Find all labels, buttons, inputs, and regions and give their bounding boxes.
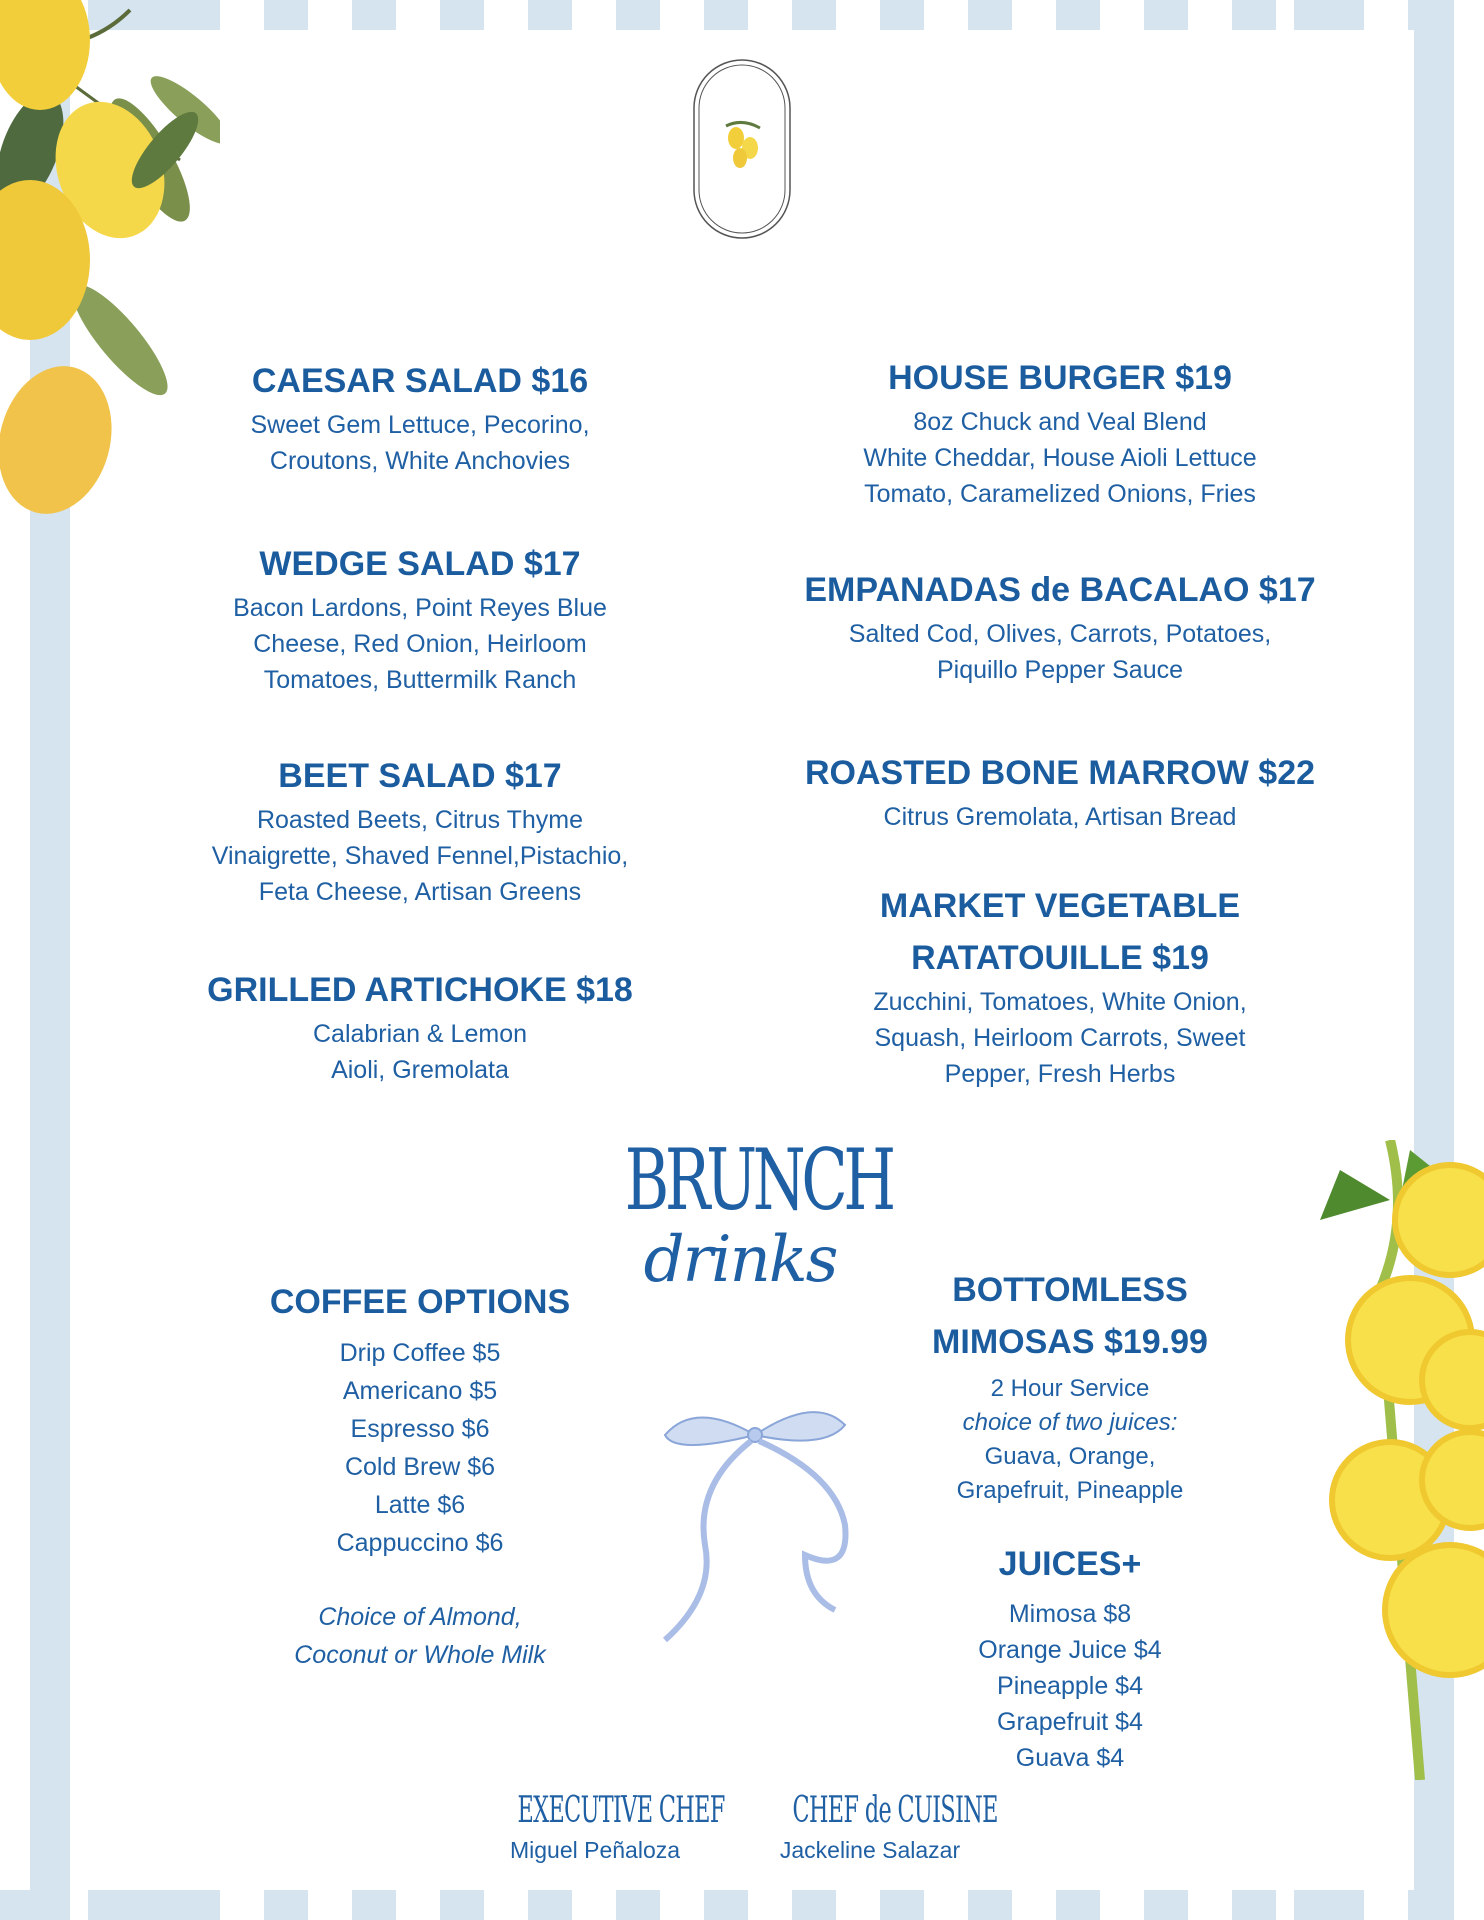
- item-description: [780, 616, 1340, 688]
- item-title: ROASTED BONE MARROW $22: [804, 754, 1316, 792]
- juice-item: Guava $4: [1015, 1744, 1125, 1772]
- item-title: WEDGE SALAD $17: [259, 545, 581, 583]
- desc-line: Calabrian & Lemon: [312, 1020, 527, 1048]
- desc-line: Sweet Gem Lettuce, Pecorino,: [250, 411, 590, 439]
- title-line: MARKET VEGETABLE: [879, 887, 1241, 925]
- item-description: [780, 404, 1340, 512]
- menu-item: [190, 538, 650, 698]
- desc-line: Piquillo Pepper Sauce: [937, 656, 1183, 684]
- desc-line: Tomatoes, Buttermilk Ranch: [263, 666, 577, 694]
- service-line: 2 Hour Service: [990, 1375, 1150, 1402]
- desc-line: 8oz Chuck and Veal Blend: [913, 408, 1207, 436]
- coffee-item: Cold Brew $6: [344, 1453, 496, 1481]
- section-title: COFFEE OPTIONS: [269, 1283, 571, 1321]
- desc-line: Feta Cheese, Artisan Greens: [258, 878, 582, 906]
- bottom-stripes: [0, 1890, 1484, 1920]
- lemon-branch-illustration: [0, 0, 220, 520]
- title-line: MIMOSAS $19.99: [932, 1323, 1208, 1361]
- juice-item: Orange Juice $4: [978, 1636, 1162, 1664]
- drinks-subtitle: drinks: [643, 1223, 837, 1297]
- desc-line: Citrus Gremolata, Artisan Bread: [883, 803, 1237, 831]
- menu-item: [190, 355, 650, 479]
- desc-line: Vinaigrette, Shaved Fennel,Pistachio,: [211, 842, 629, 870]
- chef-role: EXECUTIVE CHEF: [517, 1790, 725, 1831]
- coffee-section: [190, 1276, 650, 1674]
- coffee-item: Espresso $6: [350, 1415, 490, 1443]
- desc-line: Tomato, Caramelized Onions, Fries: [864, 480, 1256, 508]
- coffee-item: Americano $5: [342, 1377, 498, 1405]
- lemon-slices-illustration: [1280, 1140, 1484, 1780]
- chef-credit: [470, 1790, 725, 1864]
- coffee-item: Latte $6: [374, 1491, 466, 1519]
- section-title: JUICES+: [998, 1545, 1142, 1583]
- note-line: Coconut or Whole Milk: [294, 1641, 546, 1669]
- desc-line: Roasted Beets, Citrus Thyme: [256, 806, 584, 834]
- title-line: RATATOUILLE $19: [911, 939, 1209, 977]
- juice-item: Mimosa $8: [1008, 1600, 1132, 1628]
- mimosas-section: [860, 1264, 1280, 1508]
- juices-section: [880, 1538, 1260, 1776]
- menu-item: [780, 352, 1340, 512]
- brunch-heading: [580, 1130, 900, 1297]
- note-line: Choice of Almond,: [318, 1603, 522, 1631]
- desc-line: Cheese, Red Onion, Heirloom: [253, 630, 587, 658]
- item-description: [190, 1016, 650, 1088]
- desc-line: Pepper, Fresh Herbs: [944, 1060, 1176, 1088]
- menu-item: [190, 750, 650, 910]
- desc-line: Squash, Heirloom Carrots, Sweet: [874, 1024, 1246, 1052]
- item-description: [190, 590, 650, 698]
- juice-options: Guava, Orange,: [984, 1443, 1156, 1470]
- chef-name: Jackeline Salazar: [779, 1837, 961, 1863]
- desc-line: Bacon Lardons, Point Reyes Blue: [233, 594, 607, 622]
- juices-list: [880, 1596, 1260, 1776]
- chef-name: Miguel Peñaloza: [509, 1837, 681, 1863]
- item-title: GRILLED ARTICHOKE $18: [207, 971, 633, 1009]
- item-title: BEET SALAD $17: [278, 757, 562, 795]
- desc-line: Aioli, Gremolata: [331, 1056, 509, 1084]
- item-description: [780, 799, 1340, 835]
- choice-line: choice of two juices:: [962, 1409, 1178, 1436]
- item-description: [190, 407, 650, 479]
- coffee-list: [190, 1334, 650, 1562]
- desc-line: Croutons, White Anchovies: [269, 447, 571, 475]
- juice-item: Pineapple $4: [997, 1672, 1143, 1700]
- coffee-item: Drip Coffee $5: [339, 1339, 501, 1367]
- menu-item: [780, 747, 1340, 835]
- item-title: CAESAR SALAD $16: [251, 362, 589, 400]
- menu-item: [780, 564, 1340, 688]
- desc-line: White Cheddar, House Aioli Lettuce: [863, 444, 1257, 472]
- mimosas-details: [860, 1372, 1280, 1508]
- title-line: BOTTOMLESS: [952, 1271, 1188, 1309]
- desc-line: Salted Cod, Olives, Carrots, Potatoes,: [848, 620, 1272, 648]
- item-description: [190, 802, 650, 910]
- item-title: [780, 880, 1340, 984]
- desc-line: Zucchini, Tomatoes, White Onion,: [873, 988, 1247, 1016]
- menu-item: [190, 964, 650, 1088]
- coffee-item: Cappuccino $6: [336, 1529, 504, 1557]
- item-title: EMPANADAS de BACALAO $17: [804, 571, 1316, 609]
- milk-note: [190, 1598, 650, 1674]
- section-title: [860, 1264, 1280, 1368]
- brunch-title: BRUNCH: [624, 1131, 892, 1229]
- juice-options: Grapefruit, Pineapple: [956, 1477, 1184, 1504]
- chef-credit: [745, 1790, 998, 1864]
- ribbon-bow-illustration: [655, 1405, 855, 1645]
- item-title: HOUSE BURGER $19: [888, 359, 1232, 397]
- menu-item: [780, 880, 1340, 1092]
- top-stripes: [0, 0, 1484, 30]
- restaurant-logo: [690, 56, 794, 242]
- chef-role: CHEF de CUISINE: [792, 1790, 998, 1831]
- juice-item: Grapefruit $4: [997, 1708, 1143, 1736]
- item-description: [780, 984, 1340, 1092]
